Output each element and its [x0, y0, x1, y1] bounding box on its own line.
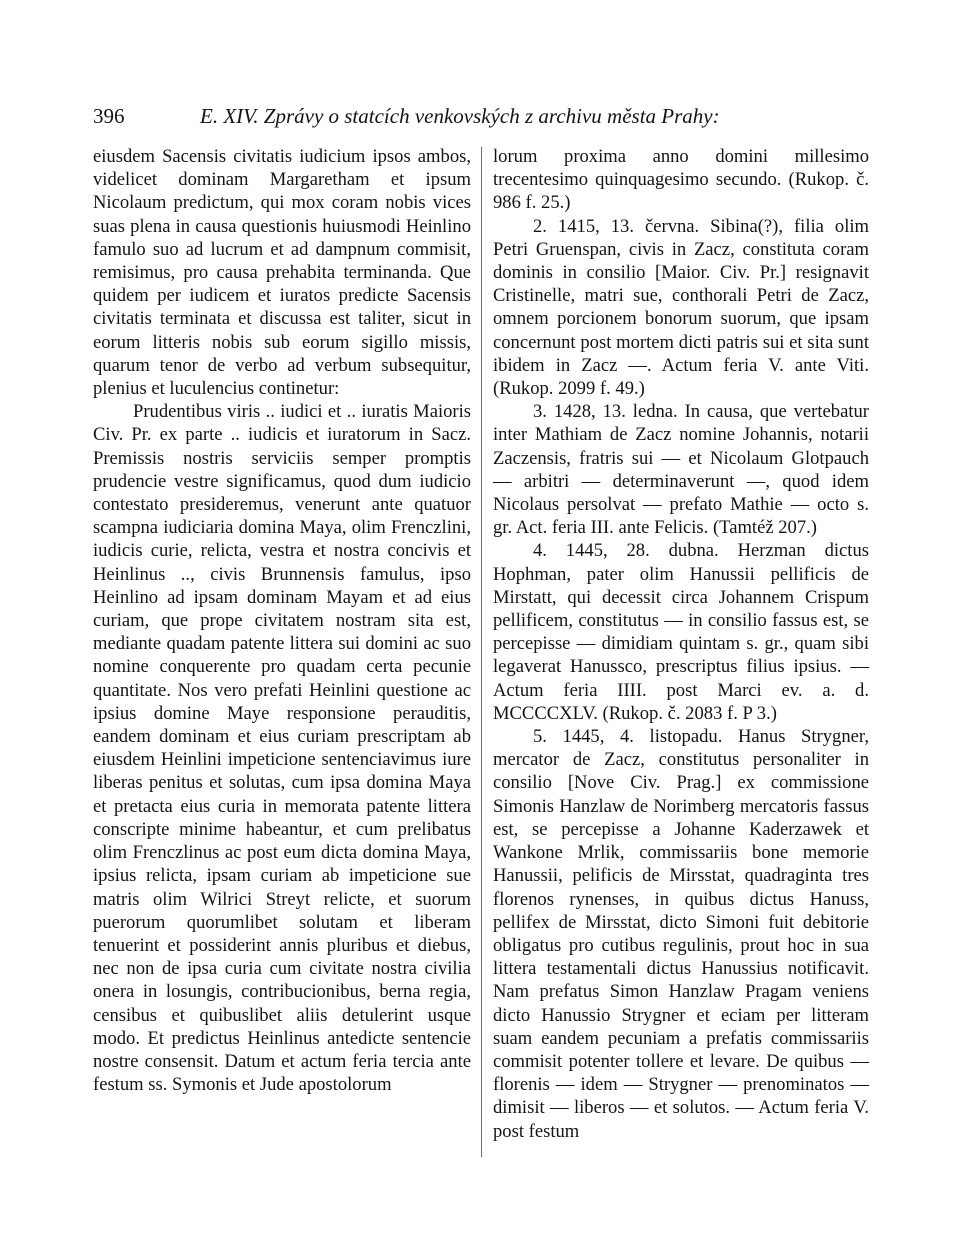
column-divider — [481, 147, 482, 1157]
left-column — [93, 145, 471, 1096]
entry-2: 2. 1415, 13. června. Sibina(?), filia olim Petri Gruenspan, civis in Zacz, constituta coram dominis in consilio [Maior. Civ. Pr.] resignavit Cristinelle, matri sue, conthorali Petri de Zacz, omnem porcionem bonorum suorum, que ipsam concernunt post mortem dicti patris sui et sita sunt ibidem in Zacz —. Actum feria V. ante Viti. (Rukop. 2099 f. 49.) — [493, 215, 869, 400]
running-title: E. XIV. Zprávy o statcích venkovských z archivu města Prahy: — [200, 104, 720, 128]
page-header — [93, 101, 883, 131]
entry-3: 3. 1428, 13. ledna. In causa, que vertebatur inter Mathiam de Zacz nomine Johannis, notarii Zaczensis, fratris sui — et Nicolaum Glotpauch — arbitri — determinaverunt —, quod idem Nicolaus persolvat — prefato Mathie — octo s. gr. Act. feria III. ante Felicis. (Tamtéž 207.) — [493, 401, 869, 539]
right-paragraph-continuation: lorum proxima anno domini millesimo trecentesimo quinquagesimo secundo. (Rukop. č. 986 f. 25.) — [493, 146, 869, 214]
entry-4: 4. 1445, 28. dubna. Herzman dictus Hophman, pater olim Hanussii pellificis de Mirstatt, qui decessit circa Johannem Crispum pellificem, constitutus — in consilio fassus est, se percepisse — dimidiam quintam s. gr., quam sibi legaverat Hanussco, prescriptus filius ipsius. — Actum feria IIII. post Marci ev. a. d. MCCCCXLV. (Rukop. č. 2083 f. P 3.) — [493, 540, 869, 724]
entry-5: 5. 1445, 4. listopadu. Hanus Strygner, mercator de Zacz, constitutus personaliter in consilio [Nove Civ. Prag.] ex commissione Simonis Hanzlaw de Norimberg mercatoris fassus est, se percepisse a Johanne Kaderzawek et Wankone Mrlik, commissariis bone memorie Hanussii, pelificis de Mirsstat, quadraginta tres florenos rynenses, in quibus dictus Hanuss, pellifex de Mirsstat, dicto Simoni fuit debitorie obligatus pro cutibus regulinis, prout hoc in sua littera testamentali dictus Hanussius notificavit. Nam prefatus Simon Hanzlaw Pragam veniens dicto Hanussio Strygner et eciam per litteram suam eandem pecuniam a prefatis commissariis commisit potenter tollere et levare. De quibus — florenis — idem — Strygner — prenominatos — dimisit — liberos — et solutos. — Actum feria V. post festum — [493, 726, 869, 1142]
page-number: 396 — [93, 104, 125, 128]
left-paragraph-letter: Prudentibus viris .. iudici et .. iuratis Maioris Civ. Pr. ex parte .. iudicis et iuratorum in Sacz. Premissis nostris serviciis semper promptis prudencie vestre significamus, quod dum iudicio contestato presideremus, venerunt ante quatuor scampna iudiciaria domina Maya, olim Frenczlini, iudicis curie, relicta, vestra et nostra concivis et Heinlinus .., civis Brunnensis famulus, ipso Heinlino ad ipsam dominam Mayam et ad eius curiam, que prope civitatem nostram sita est, mediante quadam patente littera sui domini ac suo nomine conquerente pro quadam certa pecunie quantitate. Nos vero prefati Heinlini questione ac ipsius domine Maye responsione perauditis, eandem dominam et eius curiam prescriptam ab eiusdem Heinlini impeticione sentenciavimus iure liberas penitus et solutas, cum ipsa domina Maya et pretacta eius curia in memorata patente littera conscripte minime habeantur, et cum prelibatus olim Frenczlinus ac post eum dicta domina Maya, ipsius relicta, ipsam curiam ab impeticione sue matris olim Wilrici Streyt relicte, et suorum puerorum quorumlibet solutam et liberam tenuerint et possiderint annis pluribus et diebus, nec non de ipsa curia cum civitate nostra civilia onera in losungis, contribucionibus, berna regia, censibus et quibuslibet aliis detulerint usque modo. Et predictus Heinlinus antedicte sentencie nostre consensit. Datum et actum feria tercia ante festum ss. Symonis et Jude apostolorum — [93, 401, 471, 1096]
left-paragraph-continuation: eiusdem Sacensis civitatis iudicium ipsos ambos, videlicet dominam Margaretham et ipsum Nicolaum predictum, qui mox coram nobis vices suas plena in causa questionis huiusmodi Heinlino famulo suo ad lucrum et ad dampnum commisit, remisimus, pro causa prehabita terminanda. Que quidem per iudicem et iuratos predicte Sacensis civitatis terminata et discussa est taliter, sicut in eorum litteris nobis sub eorum sigillo missis, quarum tenor de verbo ad verbum subsequitur, plenius et luculencius continetur: — [93, 146, 471, 400]
right-column — [493, 145, 869, 1143]
